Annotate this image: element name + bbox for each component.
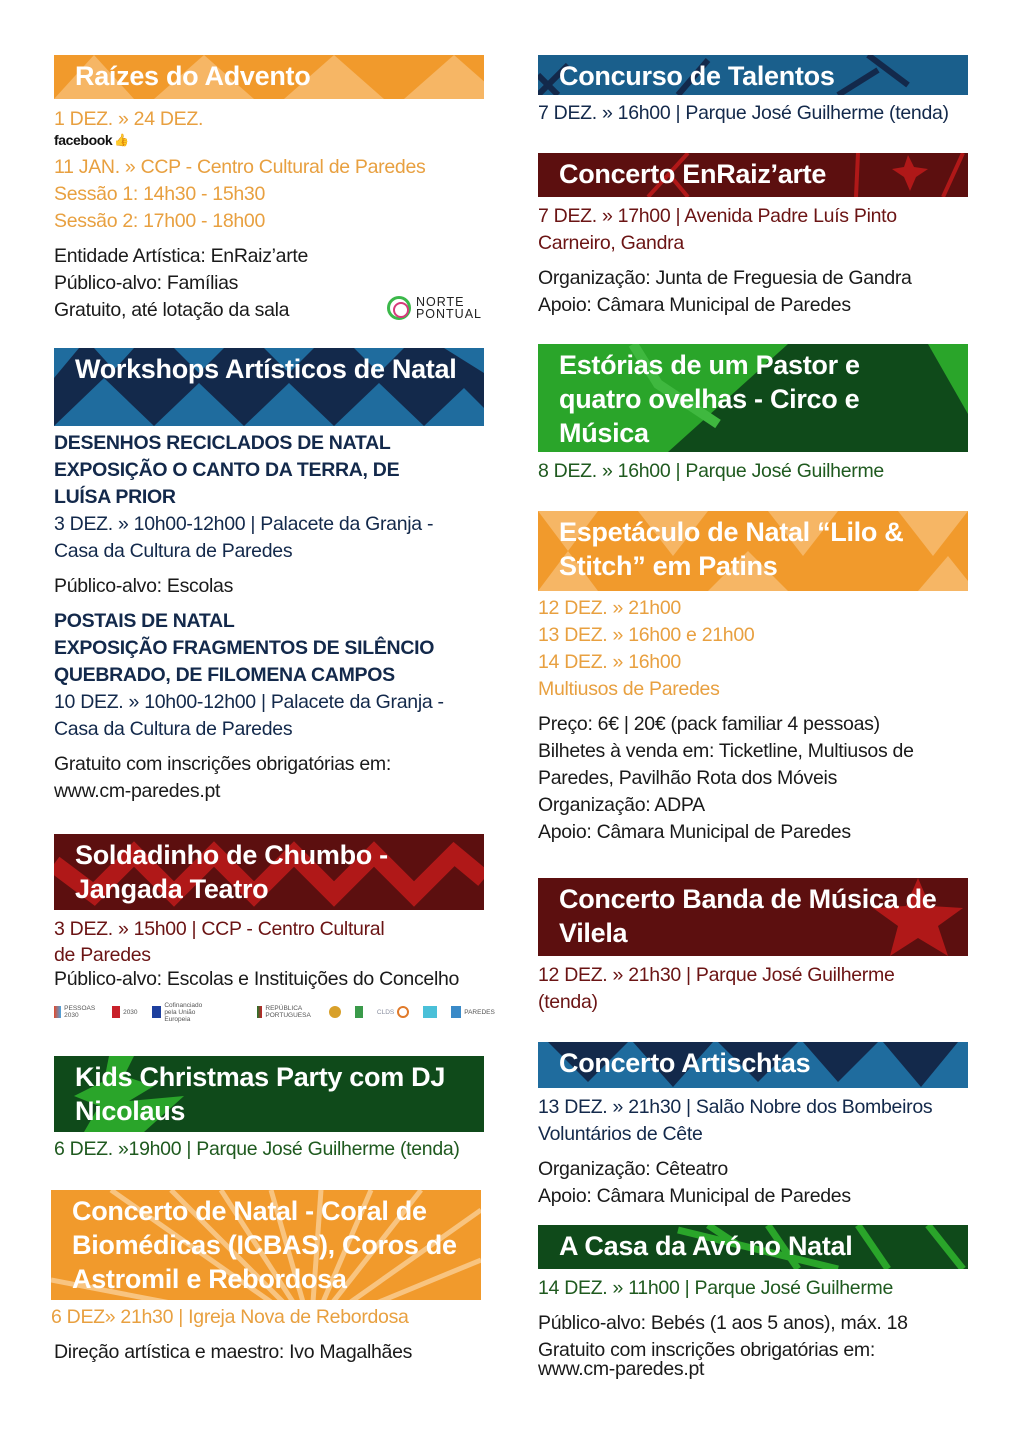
event-detail: Gratuito com inscrições obrigatórias em:: [54, 753, 391, 775]
facebook-label: facebook: [54, 132, 113, 148]
paredes-logo: PAREDES: [451, 1006, 495, 1018]
event-detail: Paredes, Pavilhão Rota dos Móveis: [538, 767, 838, 789]
event-when-where: 8 DEZ. » 16h00 | Parque José Guilherme: [538, 460, 884, 482]
event-when-where: (tenda): [538, 991, 598, 1013]
norte-pontual-logo: NORTE PONTUAL: [387, 296, 482, 320]
sponsor-logo: CLDS: [377, 1006, 409, 1018]
event-raizes-do-advento: [54, 55, 494, 324]
workshop-heading: EXPOSIÇÃO FRAGMENTOS DE SILÊNCIO: [54, 637, 435, 659]
event-a-casa-da-avo-no-natal: [538, 1225, 978, 1379]
event-banner: [54, 55, 484, 99]
event-concerto-enraizarte: [538, 153, 978, 319]
event-schedule-line: 11 JAN. » CCP - Centro Cultural de Paredes: [54, 156, 426, 178]
event-estorias-de-um-pastor: [538, 344, 978, 485]
event-when-where: Voluntários de Cête: [538, 1123, 703, 1145]
event-when-where: Multiusos de Paredes: [538, 678, 720, 700]
event-title: Concurso de Talentos: [559, 61, 835, 91]
event-when-where: 14 DEZ. » 11h00 | Parque José Guilherme: [538, 1277, 894, 1299]
event-detail: Gratuito, até lotação da sala: [54, 299, 290, 321]
event-when-where: Casa da Cultura de Paredes: [54, 718, 293, 740]
event-title: Concerto EnRaiz’arte: [559, 159, 827, 189]
event-concurso-de-talentos: [538, 55, 978, 127]
event-title: Espetáculo de Natal “Lilo & Stitch” em Patins: [559, 517, 904, 581]
event-kids-christmas-party: [54, 1056, 494, 1163]
sponsor-logo: [423, 1006, 437, 1018]
event-concerto-de-natal-coral: [51, 1190, 494, 1366]
event-when-where: 12 DEZ. » 21h00: [538, 597, 681, 619]
facebook-link[interactable]: [54, 133, 494, 148]
event-banner: [538, 344, 968, 452]
event-detail: Público-alvo: Bebés (1 aos 5 anos), máx. 18: [538, 1312, 908, 1334]
workshop-heading: LUÍSA PRIOR: [54, 486, 176, 508]
event-when-where: 13 DEZ. » 21h30 | Salão Nobre dos Bombeiros: [538, 1096, 933, 1118]
website-link[interactable]: www.cm-paredes.pt: [54, 780, 221, 802]
sponsor-logo: 2030: [112, 1006, 137, 1018]
event-banner: [538, 878, 968, 956]
event-lilo-stitch-em-patins: [538, 511, 978, 846]
event-when-where: 6 DEZ» 21h30 | Igreja Nova de Rebordosa: [51, 1306, 409, 1328]
event-schedule-line: Sessão 1: 14h30 - 15h30: [54, 183, 266, 205]
event-date-range: 1 DEZ. » 24 DEZ.: [54, 108, 204, 130]
event-detail: Organização: Cêteatro: [538, 1158, 728, 1180]
sponsor-logo: [355, 1006, 363, 1018]
event-detail: Público-alvo: Escolas: [54, 575, 234, 597]
sponsor-logo: [329, 1006, 341, 1018]
event-detail: Apoio: Câmara Municipal de Paredes: [538, 821, 851, 843]
event-banner: [54, 834, 484, 910]
workshop-heading: QUEBRADO, DE FILOMENA CAMPOS: [54, 664, 395, 686]
sponsor-logo: PESSOAS 2030: [54, 1005, 98, 1019]
event-workshops-artisticos: [54, 348, 494, 805]
event-when-where: 7 DEZ. » 16h00 | Parque José Guilherme (tenda): [538, 102, 949, 124]
event-when-where: Carneiro, Gandra: [538, 232, 684, 254]
sponsor-logo: REPÚBLICA PORTUGUESA: [257, 1005, 315, 1019]
sponsor-logos: [54, 1001, 494, 1023]
event-when-where: 3 DEZ. » 10h00-12h00 | Palacete da Granja -: [54, 513, 434, 535]
event-banda-de-musica-de-vilela: [538, 878, 978, 1016]
event-title: Soldadinho de Chumbo - Jangada Teatro: [75, 840, 388, 904]
event-banner: [538, 1042, 968, 1088]
event-when-where: 6 DEZ. »19h00 | Parque José Guilherme (tenda): [54, 1138, 460, 1160]
event-detail: Público-alvo: Famílias: [54, 272, 239, 294]
event-schedule-line: Sessão 2: 17h00 - 18h00: [54, 210, 266, 232]
thumbs-up-icon: 👍: [114, 133, 129, 147]
event-banner: [538, 153, 968, 197]
event-title: Concerto de Natal - Coral de Biomédicas (ICBAS), Coros de Astromil e Rebordosa: [72, 1196, 457, 1294]
event-detail: Gratuito com inscrições obrigatórias em:: [538, 1339, 875, 1361]
event-title: Concerto Artischtas: [559, 1048, 811, 1078]
workshop-heading: POSTAIS DE NATAL: [54, 610, 235, 632]
website-link[interactable]: www.cm-paredes.pt: [538, 1358, 705, 1380]
event-banner: [54, 1056, 484, 1132]
event-detail: Entidade Artística: EnRaiz’arte: [54, 245, 309, 267]
event-when-where: 7 DEZ. » 17h00 | Avenida Padre Luís Pinto: [538, 205, 897, 227]
event-detail: Bilhetes à venda em: Ticketline, Multiusos de: [538, 740, 914, 762]
event-banner: [538, 1225, 968, 1269]
event-detail: Organização: Junta de Freguesia de Gandra: [538, 267, 912, 289]
event-when-where: 10 DEZ. » 10h00-12h00 | Palacete da Granja -: [54, 691, 444, 713]
event-banner: [538, 511, 968, 591]
event-detail: Direção artística e maestro: Ivo Magalhães: [54, 1341, 413, 1363]
event-when-where: Casa da Cultura de Paredes: [54, 540, 293, 562]
event-detail: Preço: 6€ | 20€ (pack familiar 4 pessoas): [538, 713, 880, 735]
event-when-where: de Paredes: [54, 944, 151, 966]
event-when-where: 12 DEZ. » 21h30 | Parque José Guilherme: [538, 964, 895, 986]
event-when-where: 3 DEZ. » 15h00 | CCP - Centro Cultural: [54, 918, 385, 940]
event-title: Estórias de um Pastor e quatro ovelhas - Circo e Música: [559, 350, 860, 448]
event-when-where: 14 DEZ. » 16h00: [538, 651, 681, 673]
event-detail: Organização: ADPA: [538, 794, 705, 816]
event-title: A Casa da Avó no Natal: [559, 1231, 853, 1261]
event-soldadinho-de-chumbo: [54, 834, 494, 1023]
event-concerto-artischtas: [538, 1042, 978, 1210]
event-detail: Público-alvo: Escolas e Instituições do Concelho: [54, 968, 460, 990]
event-banner: [538, 55, 968, 95]
norte-pontual-ring-icon: [387, 296, 411, 320]
event-when-where: 13 DEZ. » 16h00 e 21h00: [538, 624, 755, 646]
event-detail: Apoio: Câmara Municipal de Paredes: [538, 294, 851, 316]
workshop-heading: EXPOSIÇÃO O CANTO DA TERRA, DE: [54, 459, 400, 481]
event-title: Workshops Artísticos de Natal: [75, 354, 457, 384]
event-title: Concerto Banda de Música de Vilela: [559, 884, 937, 948]
eu-flag-icon: Cofinanciado pela União Europeia: [152, 1002, 213, 1023]
event-banner: [51, 1190, 481, 1300]
event-title: Raízes do Advento: [75, 61, 311, 91]
workshop-heading: DESENHOS RECICLADOS DE NATAL: [54, 432, 391, 454]
event-banner: [54, 348, 484, 426]
event-title: Kids Christmas Party com DJ Nicolaus: [75, 1062, 446, 1126]
event-detail: Apoio: Câmara Municipal de Paredes: [538, 1185, 851, 1207]
